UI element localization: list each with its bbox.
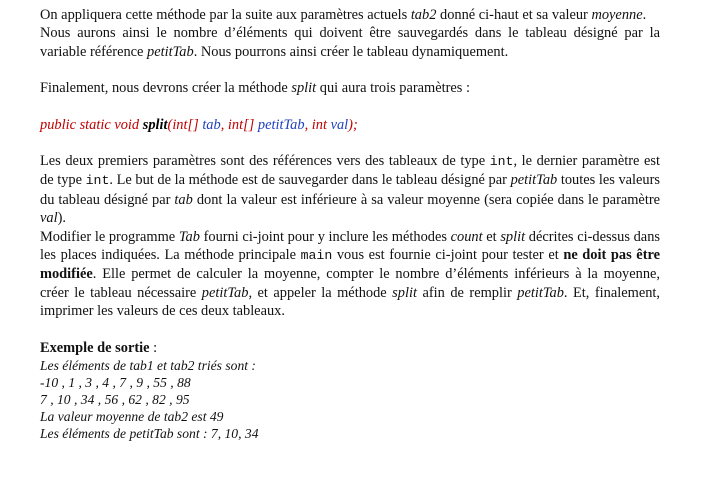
text-split: split — [291, 80, 317, 97]
text-tab2: tab2 — [410, 7, 437, 23]
text-count: count — [450, 228, 483, 245]
sig-type: int[] — [227, 116, 258, 133]
text: . Nous pourrons ainsi créer le tableau dynamiquement. — [193, 43, 509, 60]
output-line: Les éléments de tab1 et tab2 triés sont : — [40, 358, 256, 374]
example-output — [40, 357, 660, 442]
text: Les deux premiers paramètres sont des références vers des tableaux de type — [40, 153, 490, 170]
paragraph-instructions — [40, 228, 660, 321]
text-tab: tab — [174, 191, 193, 208]
text: . Elle permet de calculer la moyenne, compter le nombre d’éléments inférieurs à la moyenne, créer le tableau nécessaire — [40, 266, 660, 301]
output-line: -10 , 1 , 3 , 4 , 7 , 9 , 55 , 88 — [40, 375, 191, 391]
text: toutes les valeurs du tableau désigné par — [40, 172, 661, 208]
text: qui aura trois paramètres : — [316, 80, 470, 97]
sig-type: int — [311, 116, 331, 133]
text-split: split — [392, 284, 417, 301]
example-heading — [40, 339, 660, 357]
sig-modifiers: public static void — [40, 116, 143, 133]
sig-sep: , — [304, 116, 312, 133]
text: . — [642, 7, 647, 23]
text: décrites ci-dessus dans les places indiquées. La méthode principale — [40, 228, 660, 264]
sig-arg: tab — [202, 116, 221, 133]
document-body — [40, 6, 660, 442]
paragraph-params — [40, 152, 660, 228]
text: On appliquera cette méthode par la suite aux paramètres actuels — [40, 7, 411, 23]
text-petittab: petitTab — [517, 284, 564, 301]
text: . Et, finalement, imprimer les valeurs de ces deux tableaux. — [40, 284, 661, 320]
output-line: Les éléments de petitTab sont : 7, 10, 34 — [40, 426, 259, 442]
text: , et appeler la méthode — [248, 284, 393, 301]
text-split: split — [500, 228, 526, 245]
sig-arg: petitTab — [257, 116, 305, 133]
text-petittab: petitTab — [510, 172, 558, 189]
text: donné ci-haut et sa valeur — [436, 7, 592, 23]
text-val: val — [40, 210, 58, 227]
output-line: La valeur moyenne de tab2 est 49 — [40, 409, 224, 425]
text: : — [149, 339, 158, 356]
text-emphasis: ne doit pas être modifiée — [40, 247, 661, 283]
sig-sep: , — [220, 116, 228, 133]
method-signature — [40, 116, 660, 134]
text: , le dernier paramètre est de type — [40, 153, 660, 189]
code-int: int — [85, 173, 110, 189]
example-title: Exemple de sortie — [40, 339, 150, 356]
text-petittab: petitTab — [201, 284, 249, 301]
sig-type: int[] — [172, 116, 203, 133]
paragraph-intro — [40, 6, 660, 24]
sig-paren: ( — [167, 116, 173, 133]
text: fourni ci-joint pour y inclure les méthodes — [199, 228, 451, 245]
text-tab-program: Tab — [178, 228, 200, 245]
text-petittab: petitTab — [147, 43, 194, 60]
text: vous est fournie ci-joint pour tester et — [332, 247, 564, 264]
text: Finalement, nous devrons créer la méthode — [40, 80, 292, 97]
paragraph-count — [40, 24, 660, 61]
text-moyenne: moyenne — [591, 7, 643, 23]
text: et — [482, 228, 501, 245]
code-main: main — [300, 248, 333, 264]
paragraph-split-intro — [40, 79, 660, 97]
text: dont la valeur est inférieure à sa valeur moyenne (sera copiée dans le paramètre — [192, 191, 661, 208]
sig-paren: ); — [348, 116, 358, 133]
code-int: int — [489, 154, 514, 170]
text: Nous aurons ainsi le nombre d’éléments qui doivent être sauvegardés dans le tableau désigné par la variable référence — [40, 25, 660, 60]
sig-method-name: split — [142, 116, 168, 133]
text: ). — [57, 210, 66, 227]
text: Modifier le programme — [40, 228, 179, 245]
output-line: 7 , 10 , 34 , 56 , 62 , 82 , 95 — [40, 392, 190, 408]
text: . Le but de la méthode est de sauvegarder dans le tableau désigné par — [109, 172, 511, 189]
sig-arg: val — [330, 116, 349, 133]
text: afin de remplir — [416, 284, 518, 301]
